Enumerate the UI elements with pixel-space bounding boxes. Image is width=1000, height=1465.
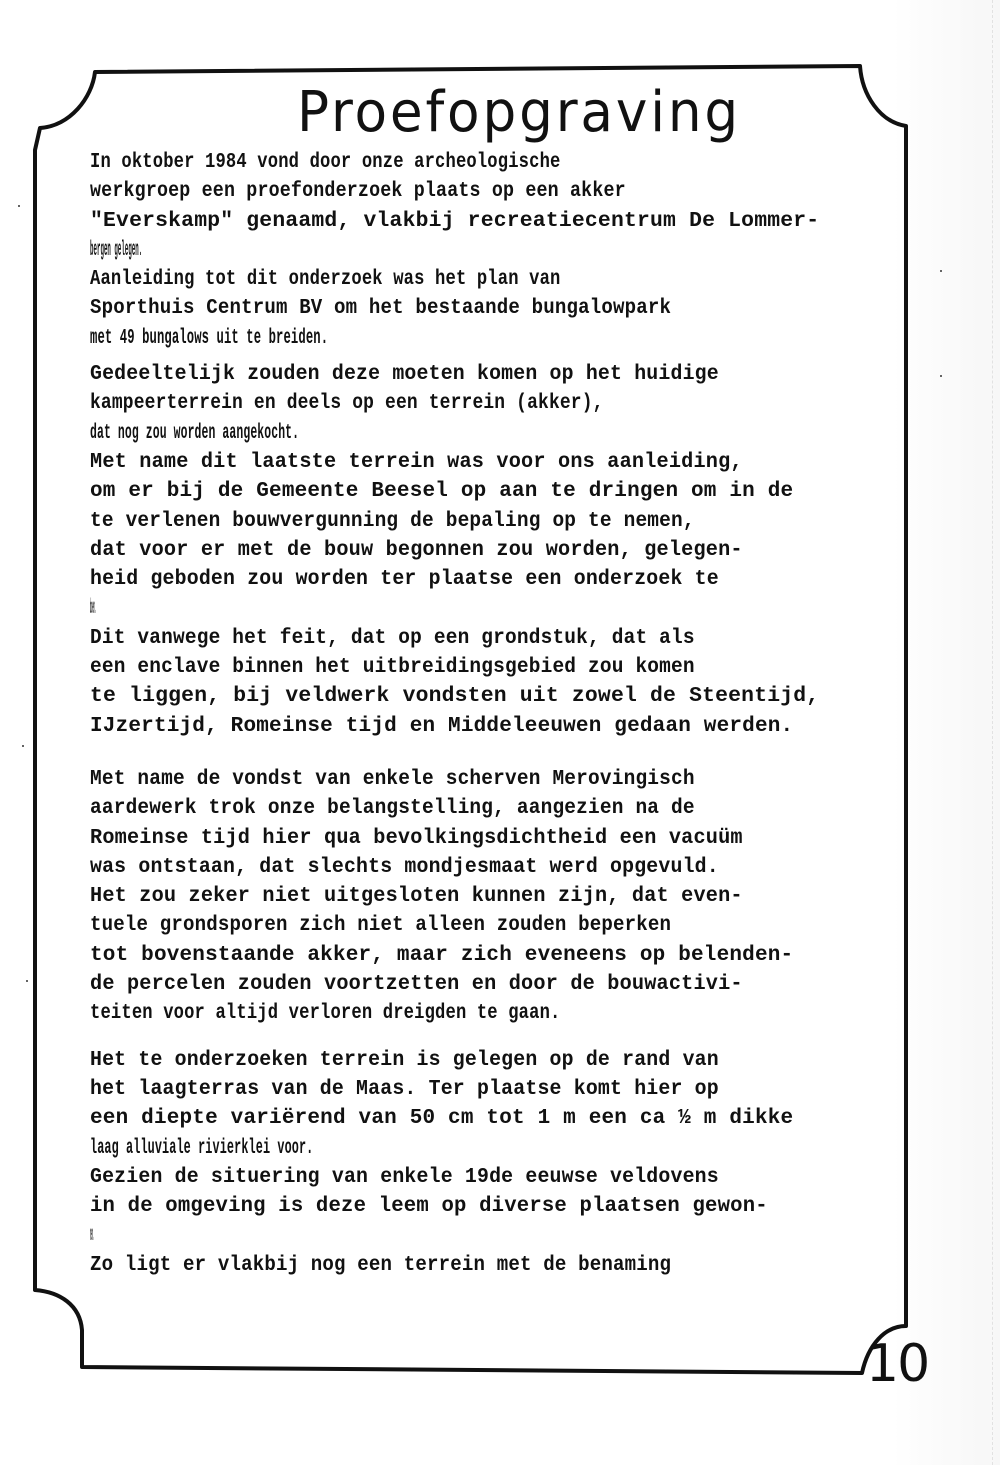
paragraph [90, 1046, 910, 1280]
scan-speck [940, 270, 942, 272]
text-line: Zo ligt er vlakbij nog een terrein met de benaming [90, 1252, 672, 1277]
text-line: om er bij de Gemeente Beesel op aan te dringen om in de [90, 479, 794, 504]
paragraph [90, 765, 910, 1029]
text-line: Met name dit laatste terrein was voor ons aanleiding, [90, 449, 743, 474]
text-line: Dit vanwege het feit, dat op een grondstuk, dat als [90, 625, 695, 650]
text-line: een enclave binnen het uitbreidingsgebied zou komen [90, 655, 695, 680]
text-line: doen. [90, 596, 96, 621]
text-line: Sporthuis Centrum BV om het bestaande bungalowpark [90, 296, 672, 321]
text-line: Gedeeltelijk zouden deze moeten komen op het huidige [90, 362, 719, 387]
text-line: "Everskamp" genaamd, vlakbij recreatiecentrum De Lommer- [90, 208, 820, 233]
scan-speck [26, 980, 28, 982]
paragraph-spacer [90, 353, 910, 360]
text-line: In oktober 1984 vond door onze archeologische [90, 150, 561, 174]
paragraph [90, 148, 910, 353]
paragraph-spacer [90, 1029, 910, 1046]
text-line: Gezien de situering van enkele 19de eeuwse veldovens [90, 1164, 719, 1189]
text-line: dat nog zou worden aangekocht. [90, 420, 300, 445]
page-number: 10 [866, 1334, 929, 1394]
page-title: Proefopgraving [296, 80, 742, 145]
document-body [90, 148, 910, 1280]
text-line: de percelen zouden voortzetten en door de bouwactivi- [90, 972, 743, 997]
text-line: te liggen, bij veldwerk vondsten uit zowel de Steentijd, [90, 684, 820, 709]
text-line: Romeinse tijd hier qua bevolkingsdichtheid een vacuüm [90, 825, 743, 850]
scan-speck [940, 375, 942, 377]
text-line: kampeerterrein en deels op een terrein (akker), [90, 391, 604, 416]
text-line: was ontstaan, dat slechts mondjesmaat werd opgevuld. [90, 854, 719, 879]
text-line: een diepte variërend van 50 cm tot 1 m een ca ½ m dikke [90, 1106, 794, 1131]
paragraph [90, 360, 910, 741]
text-line: Het te onderzoeken terrein is gelegen op de rand van [90, 1047, 719, 1072]
text-line: IJzertijd, Romeinse tijd en Middeleeuwen gedaan werden. [90, 713, 794, 738]
text-line: Het zou zeker niet uitgesloten kunnen zijn, dat even- [90, 884, 743, 909]
text-line: tot bovenstaande akker, maar zich eveneens op belenden- [90, 942, 794, 967]
text-line: aardewerk trok onze belangstelling, aangezien na de [90, 796, 695, 821]
text-line: te verlenen bouwvergunning de bepaling op te nemen, [90, 508, 695, 533]
text-line: bergen gelegen. [90, 237, 143, 262]
text-line: laag alluviale rivierklei voor. [90, 1135, 314, 1160]
text-line: tuele grondsporen zich niet alleen zouden beperken [90, 913, 672, 938]
text-line: dat voor er met de bouw begonnen zou worden, gelegen- [90, 537, 743, 562]
text-line: heid geboden zou worden ter plaatse een onderzoek te [90, 567, 719, 592]
text-line: Met name de vondst van enkele scherven Merovingisch [90, 766, 695, 791]
scan-speck [18, 205, 20, 207]
text-line: Aanleiding tot dit onderzoek was het plan van [90, 267, 561, 292]
text-line: teiten voor altijd verloren dreigden te gaan. [90, 1001, 561, 1026]
text-line: nen. [90, 1223, 94, 1248]
text-line: werkgroep een proefonderzoek plaats op een akker [90, 179, 626, 204]
scan-speck [22, 745, 24, 747]
paragraph-spacer [90, 741, 910, 765]
text-line: in de omgeving is deze leem op diverse plaatsen gewon- [90, 1194, 768, 1219]
text-line: het laagterras van de Maas. Ter plaatse komt hier op [90, 1076, 719, 1101]
text-line: met 49 bungalows uit te breiden. [90, 325, 329, 350]
